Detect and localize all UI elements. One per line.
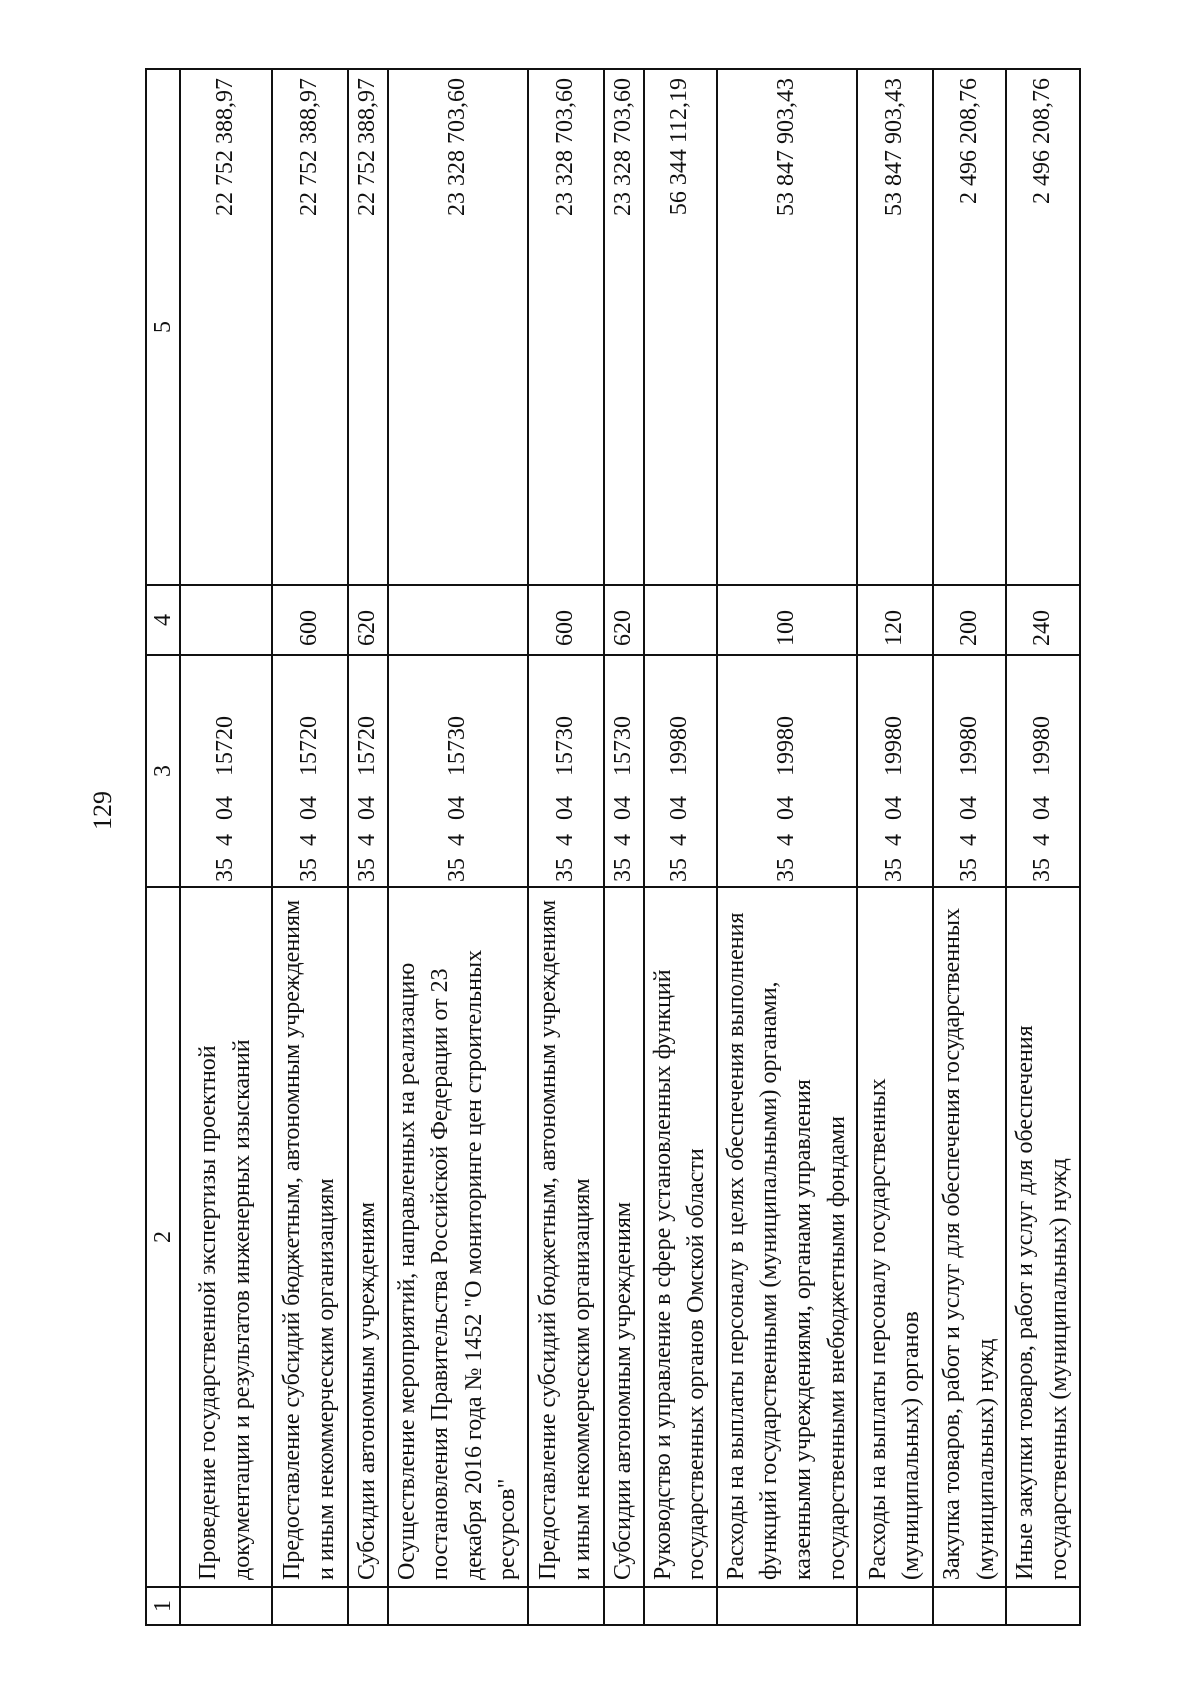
- code-part-4: 19980: [666, 716, 693, 776]
- code-part-4: 15730: [443, 716, 470, 776]
- code-part-3: 04: [296, 796, 323, 820]
- code-part-1: 35: [666, 858, 693, 882]
- description-cell: Проведение государственной экспертизы проектной документации и результатов инженерных изысканий: [180, 887, 272, 1587]
- code-part-1: 35: [1029, 858, 1056, 882]
- budget-table: [145, 68, 1081, 1626]
- code-part-2: 4: [296, 834, 323, 846]
- col-header-3: 3: [146, 655, 180, 887]
- code-cell: [528, 655, 604, 887]
- code-cell: [1006, 655, 1079, 887]
- code-part-2: 4: [1029, 834, 1056, 846]
- description-cell: Предоставление субсидий бюджетным, автономным учреждениям и иным некоммерческим организациям: [528, 887, 604, 1587]
- code-cell: [604, 655, 644, 887]
- code-part-3: 04: [443, 796, 470, 820]
- description-cell: Руководство и управление в сфере установленных функций государственных органов Омской области: [644, 887, 717, 1587]
- code-part-1: 35: [443, 858, 470, 882]
- code-part-1: 35: [354, 858, 380, 882]
- row-number-cell: [528, 1587, 604, 1625]
- code-part-2: 4: [212, 834, 239, 846]
- expense-type-cell: 240: [1006, 585, 1079, 655]
- table-row: [528, 69, 604, 1625]
- amount-cell: 23 328 703,60: [604, 69, 644, 585]
- expense-type-cell: 600: [528, 585, 604, 655]
- code-cell: [348, 655, 388, 887]
- code-part-1: 35: [296, 858, 323, 882]
- amount-cell: 2 496 208,76: [933, 69, 1006, 585]
- expense-type-cell: [644, 585, 717, 655]
- description-cell: Предоставление субсидий бюджетным, автономным учреждениям и иным некоммерческим организациям: [272, 887, 348, 1587]
- code-part-3: 04: [354, 796, 380, 820]
- amount-cell: 2 496 208,76: [1006, 69, 1079, 585]
- code-cell: [388, 655, 528, 887]
- code-part-3: 04: [212, 796, 239, 820]
- col-header-5: 5: [146, 69, 180, 585]
- code-part-3: 04: [955, 796, 982, 820]
- code-part-3: 04: [552, 796, 579, 820]
- page-number: 129: [88, 791, 117, 830]
- amount-cell: 22 752 388,97: [272, 69, 348, 585]
- code-part-1: 35: [609, 858, 636, 882]
- expense-type-cell: 200: [933, 585, 1006, 655]
- code-part-2: 4: [609, 834, 636, 846]
- description-cell: Осуществление мероприятий, направленных на реализацию постановления Правительства Российской Федерации от 23 декабря 2016 года № 1452 "О мониторинге цен строительных ресурсов": [388, 887, 528, 1587]
- row-number-cell: [644, 1587, 717, 1625]
- code-part-4: 15730: [609, 716, 636, 776]
- description-cell: Расходы на выплаты персоналу государственных (муниципальных) органов: [857, 887, 933, 1587]
- code-part-4: 15730: [552, 716, 579, 776]
- row-number-cell: [348, 1587, 388, 1625]
- code-part-4: 19980: [955, 716, 982, 776]
- row-number-cell: [717, 1587, 857, 1625]
- code-cell: [717, 655, 857, 887]
- row-number-cell: [180, 1587, 272, 1625]
- row-number-cell: [272, 1587, 348, 1625]
- code-part-1: 35: [212, 858, 239, 882]
- row-number-cell: [933, 1587, 1006, 1625]
- table-row: [388, 69, 528, 1625]
- row-number-cell: [388, 1587, 528, 1625]
- code-part-2: 4: [552, 834, 579, 846]
- code-part-3: 04: [666, 796, 693, 820]
- row-number-cell: [1006, 1587, 1079, 1625]
- table-row: [180, 69, 272, 1625]
- table-row: [1006, 69, 1079, 1625]
- code-cell: [857, 655, 933, 887]
- description-cell: Закупка товаров, работ и услуг для обеспечения государственных (муниципальных) нужд: [933, 887, 1006, 1587]
- description-cell: Иные закупки товаров, работ и услуг для обеспечения государственных (муниципальных) нужд: [1006, 887, 1079, 1587]
- code-part-3: 04: [881, 796, 908, 820]
- expense-type-cell: 100: [717, 585, 857, 655]
- table-body: [180, 69, 1080, 1625]
- table-row: [717, 69, 857, 1625]
- code-part-1: 35: [552, 858, 579, 882]
- code-part-3: 04: [609, 796, 636, 820]
- code-part-1: 35: [881, 858, 908, 882]
- col-header-1: 1: [146, 1587, 180, 1625]
- expense-type-cell: 620: [348, 585, 388, 655]
- code-part-2: 4: [354, 834, 380, 846]
- table-row: [272, 69, 348, 1625]
- amount-cell: 22 752 388,97: [180, 69, 272, 585]
- expense-type-cell: 620: [604, 585, 644, 655]
- table-row: [933, 69, 1006, 1625]
- code-part-2: 4: [443, 834, 470, 846]
- row-number-cell: [857, 1587, 933, 1625]
- expense-type-cell: 120: [857, 585, 933, 655]
- col-header-2: 2: [146, 887, 180, 1587]
- code-part-4: 19980: [881, 716, 908, 776]
- code-part-4: 15720: [296, 716, 323, 776]
- code-cell: [644, 655, 717, 887]
- expense-type-cell: [180, 585, 272, 655]
- code-cell: [272, 655, 348, 887]
- amount-cell: 56 344 112,19: [644, 69, 717, 585]
- col-header-4: 4: [146, 585, 180, 655]
- code-part-1: 35: [955, 858, 982, 882]
- amount-cell: 23 328 703,60: [388, 69, 528, 585]
- amount-cell: 23 328 703,60: [528, 69, 604, 585]
- code-part-2: 4: [666, 834, 693, 846]
- description-cell: Субсидии автономным учреждениям: [348, 887, 388, 1587]
- code-part-4: 15720: [354, 716, 380, 776]
- code-part-3: 04: [773, 796, 800, 820]
- table-row: [348, 69, 388, 1625]
- code-part-1: 35: [773, 858, 800, 882]
- description-cell: Расходы на выплаты персоналу в целях обеспечения выполнения функций государственными (муниципальными) органами, казенными учреждениями, органами управления государственными внебюджетными фондами: [717, 887, 857, 1587]
- budget-table-rotated: [145, 70, 1072, 1626]
- code-part-2: 4: [955, 834, 982, 846]
- row-number-cell: [604, 1587, 644, 1625]
- amount-cell: 53 847 903,43: [717, 69, 857, 585]
- code-part-4: 19980: [1029, 716, 1056, 776]
- description-cell: Субсидии автономным учреждениям: [604, 887, 644, 1587]
- table-row: [857, 69, 933, 1625]
- table-row: [604, 69, 644, 1625]
- expense-type-cell: 600: [272, 585, 348, 655]
- amount-cell: 22 752 388,97: [348, 69, 388, 585]
- header-row: [146, 69, 180, 1625]
- code-part-4: 15720: [212, 716, 239, 776]
- table-row: [644, 69, 717, 1625]
- code-cell: [933, 655, 1006, 887]
- code-cell: [180, 655, 272, 887]
- amount-cell: 53 847 903,43: [857, 69, 933, 585]
- expense-type-cell: [388, 585, 528, 655]
- code-part-3: 04: [1029, 796, 1056, 820]
- code-part-2: 4: [773, 834, 800, 846]
- code-part-4: 19980: [773, 716, 800, 776]
- code-part-2: 4: [881, 834, 908, 846]
